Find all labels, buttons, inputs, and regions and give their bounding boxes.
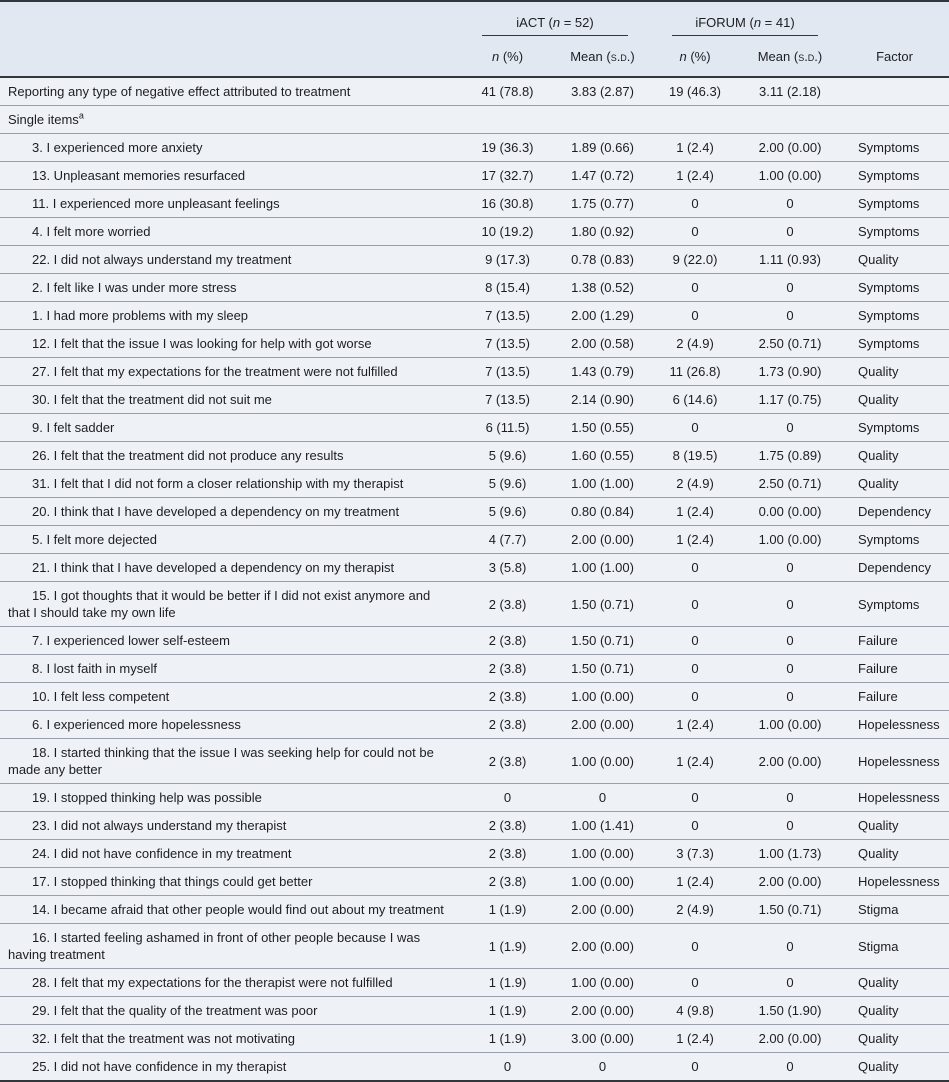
iforum-mean-cell: 0 <box>786 689 794 704</box>
iact-n-cell: 0 <box>503 1059 512 1074</box>
iact-n-cell: 1 (1.9) <box>488 902 527 917</box>
iforum-mean-cell: 1.75 (0.89) <box>758 448 822 463</box>
table-row <box>0 526 949 554</box>
iforum-n-cell: 4 (9.8) <box>676 1003 714 1018</box>
iact-mean-cell: 1.38 (0.52) <box>571 280 634 295</box>
iforum-mean-cell: 0 <box>786 661 794 676</box>
iforum-n-cell: 2 (4.9) <box>676 476 714 491</box>
factor-cell: Stigma <box>858 902 899 917</box>
table-row <box>0 358 949 386</box>
factor-cell <box>840 78 949 105</box>
iact-mean-cell: 2.00 (0.00) <box>571 938 634 954</box>
iact-mean-cell: 0.80 (0.84) <box>571 504 634 519</box>
group-header-row <box>0 2 949 36</box>
item-label: 16. I started feeling ashamed in front of other people because I was having treatment <box>8 930 421 962</box>
iforum-n-cell: 1 (2.4) <box>676 753 714 769</box>
iforum-mean-cell: 1.00 (0.00) <box>758 168 822 183</box>
table-row <box>0 924 949 969</box>
table-row <box>0 302 949 330</box>
iforum-n-cell: 11 (26.8) <box>669 364 721 379</box>
table-row <box>0 218 949 246</box>
iact-n-cell: 19 (36.3) <box>481 140 534 155</box>
iforum-mean-cell: 1.73 (0.90) <box>758 364 822 379</box>
item-label: 24. I did not have confidence in my treatment <box>32 846 292 861</box>
item-label: 21. I think that I have developed a dependency on my therapist <box>32 560 395 575</box>
iforum-mean-cell: 1.50 (1.90) <box>758 1003 822 1018</box>
group-header-iact <box>460 2 650 36</box>
factor-cell: Symptoms <box>858 420 920 435</box>
iforum-n-cell: 0 <box>691 224 699 239</box>
iforum-n-cell: 0 <box>691 420 699 435</box>
table-row <box>0 414 949 442</box>
iforum-mean-cell: 2.00 (0.00) <box>758 1031 822 1046</box>
iact-n-cell: 1 (1.9) <box>488 975 527 990</box>
item-label: 22. I did not always understand my treatment <box>32 252 292 267</box>
table-row <box>0 997 949 1025</box>
iact-mean-cell: 1.60 (0.55) <box>571 448 634 463</box>
sub-header-row <box>0 36 949 76</box>
iforum-n-cell: 0 <box>691 1059 699 1074</box>
footnote-marker: a <box>78 110 84 121</box>
factor-cell: Hopelessness <box>858 874 940 889</box>
iact-n-cell: 5 (9.6) <box>488 476 527 491</box>
iact-n-cell: 9 (17.3) <box>485 252 530 267</box>
item-label: 12. I felt that the issue I was looking for help with got worse <box>32 336 372 351</box>
table-row <box>0 868 949 896</box>
factor-cell: Symptoms <box>858 308 920 323</box>
table-row <box>0 498 949 526</box>
iact-n-cell: 8 (15.4) <box>485 280 530 295</box>
section-label: Single items$^a$ <box>8 110 84 127</box>
item-label: 14. I became afraid that other people would find out about my treatment <box>32 902 444 917</box>
iforum-mean-cell: 1.00 (0.00) <box>758 532 822 547</box>
item-label: 1. I had more problems with my sleep <box>32 308 249 323</box>
iact-mean-cell: 1.89 (0.66) <box>571 140 634 155</box>
item-label: 3. I experienced more anxiety <box>32 140 203 155</box>
iact-n-cell: 3 (5.8) <box>488 560 527 575</box>
iact-n-cell: 10 (19.2) <box>481 224 534 239</box>
iact-n-cell: 7 (13.5) <box>485 308 530 323</box>
iforum-n-cell: 0 <box>691 689 699 704</box>
iact-mean-cell: 1.50 (0.71) <box>571 596 634 612</box>
table-row <box>0 190 949 218</box>
iact-mean-cell: 0 <box>598 1059 607 1074</box>
factor-cell: Symptoms <box>858 280 920 295</box>
item-label: 28. I felt that my expectations for the therapist were not fulfilled <box>32 975 393 990</box>
item-label: 18. I started thinking that the issue I was seeking help for could not be made any better <box>8 745 434 777</box>
iact-n-cell: 5 (9.6) <box>488 504 527 519</box>
iforum-mean-cell: 1.17 (0.75) <box>758 392 822 407</box>
factor-cell: Hopelessness <box>858 753 940 769</box>
iact-mean-cell: 1.50 (0.55) <box>571 420 634 435</box>
iforum-mean-cell: 0 <box>786 790 794 805</box>
iact-mean-cell: 2.14 (0.90) <box>571 392 634 407</box>
table-row <box>0 386 949 414</box>
iact-n-cell: 41 (78.8) <box>481 84 534 99</box>
group-header-iact-label: iACT (n = 52) <box>516 14 594 30</box>
factor-cell: Hopelessness <box>858 717 940 732</box>
factor-cell: Failure <box>858 661 898 676</box>
section-row <box>0 106 949 134</box>
iact-mean-cell: 1.50 (0.71) <box>571 661 634 676</box>
item-column-spacer <box>0 2 460 36</box>
iforum-n-cell: 1 (2.4) <box>676 717 714 732</box>
iact-n-cell: 2 (3.8) <box>488 717 527 732</box>
iforum-mean-cell: 2.50 (0.71) <box>758 336 822 351</box>
factor-cell: Symptoms <box>858 168 920 183</box>
factor-column-spacer <box>840 2 949 36</box>
item-label: 27. I felt that my expectations for the treatment were not fulfilled <box>32 364 398 379</box>
group-header-iforum <box>650 2 840 36</box>
iforum-mean-cell: 0 <box>786 308 794 323</box>
iact-n-cell: 2 (3.8) <box>488 846 527 861</box>
iforum-n-cell: 0 <box>691 818 699 833</box>
table-row <box>0 330 949 358</box>
iforum-n-cell: 0 <box>691 280 699 295</box>
iforum-n-cell: 0 <box>691 975 699 990</box>
item-label: 31. I felt that I did not form a closer relationship with my therapist <box>32 476 404 491</box>
table-row <box>0 1053 949 1080</box>
col-header-iforum-mean: Mean (s.d.) <box>757 48 823 64</box>
factor-cell: Quality <box>858 818 899 833</box>
iforum-n-cell: 1 (2.4) <box>676 168 714 183</box>
table-row <box>0 162 949 190</box>
iact-mean-cell: 2.00 (0.58) <box>571 336 634 351</box>
iact-mean-cell: 2.00 (0.00) <box>571 717 634 732</box>
iact-n-cell: 5 (9.6) <box>488 448 527 463</box>
table-row <box>0 627 949 655</box>
factor-cell: Quality <box>858 252 899 267</box>
iact-mean-cell: 2.00 (0.00) <box>571 1003 634 1018</box>
iact-mean-cell: 2.00 (0.00) <box>571 532 634 547</box>
col-header-iforum-n: n (%) <box>679 48 711 64</box>
factor-cell: Quality <box>858 975 899 990</box>
iact-n-cell: 7 (13.5) <box>485 336 530 351</box>
table-row <box>0 683 949 711</box>
iact-n-cell: 7 (13.5) <box>485 364 530 379</box>
iact-n-cell: 17 (32.7) <box>481 168 534 183</box>
table-body <box>0 78 949 1080</box>
item-label: 20. I think that I have developed a dependency on my treatment <box>32 504 400 519</box>
iact-n-cell: 2 (3.8) <box>488 689 527 704</box>
iforum-n-cell: 0 <box>691 790 699 805</box>
iforum-mean-cell: 0.00 (0.00) <box>758 504 822 519</box>
iforum-n-cell: 2 (4.9) <box>676 336 714 351</box>
iforum-mean-cell: 0 <box>786 560 794 575</box>
table-row <box>0 78 949 106</box>
col-header-iact-n: n (%) <box>491 48 524 64</box>
iact-mean-cell: 1.50 (0.71) <box>571 633 634 648</box>
iforum-n-cell: 0 <box>691 661 699 676</box>
iact-mean-cell: 1.43 (0.79) <box>571 364 634 379</box>
iact-n-cell: 1 (1.9) <box>488 1031 527 1046</box>
item-label: 17. I stopped thinking that things could get better <box>32 874 313 889</box>
iforum-n-cell: 1 (2.4) <box>676 140 714 155</box>
table-row <box>0 969 949 997</box>
item-label: 15. I got thoughts that it would be better if I did not exist anymore and that I should take my own life <box>8 588 431 620</box>
iforum-mean-cell: 0 <box>786 975 794 990</box>
iact-mean-cell: 3.83 (2.87) <box>571 84 634 99</box>
iforum-n-cell: 9 (22.0) <box>672 252 718 267</box>
iact-mean-cell: 3.00 (0.00) <box>571 1031 634 1046</box>
factor-cell: Failure <box>858 689 898 704</box>
table-row <box>0 582 949 627</box>
factor-cell: Dependency <box>858 504 931 519</box>
iforum-mean-cell: 2.00 (0.00) <box>758 140 822 155</box>
item-label: 19. I stopped thinking help was possible <box>32 790 262 805</box>
iforum-n-cell: 19 (46.3) <box>668 84 722 99</box>
item-subheader-spacer <box>0 36 460 76</box>
iact-mean-cell: 1.47 (0.72) <box>571 168 634 183</box>
table-row <box>0 655 949 683</box>
item-label: 9. I felt sadder <box>32 420 115 435</box>
col-header-iact-mean: Mean (s.d.) <box>570 48 635 64</box>
iforum-mean-cell: 1.11 (0.93) <box>759 252 821 267</box>
iact-n-cell: 2 (3.8) <box>488 661 527 676</box>
factor-cell: Dependency <box>858 560 931 575</box>
iforum-n-cell: 1 (2.4) <box>676 1031 714 1046</box>
iforum-mean-cell: 0 <box>786 420 794 435</box>
iforum-mean-cell: 0 <box>786 196 794 211</box>
factor-cell: Symptoms <box>858 336 920 351</box>
item-label: 2. I felt like I was under more stress <box>32 280 237 295</box>
table-row <box>0 134 949 162</box>
item-label: 25. I did not have confidence in my therapist <box>32 1059 287 1074</box>
iact-n-cell: 4 (7.7) <box>488 532 527 547</box>
iforum-mean-cell: 0 <box>786 224 794 239</box>
group-header-iforum-label: iFORUM (n = 41) <box>695 14 795 30</box>
iact-n-cell: 2 (3.8) <box>488 874 527 889</box>
iact-n-cell: 1 (1.9) <box>488 1003 527 1018</box>
item-label: Reporting any type of negative effect attributed to treatment <box>8 84 351 99</box>
item-label: 29. I felt that the quality of the treatment was poor <box>32 1003 318 1018</box>
iact-mean-cell: 1.00 (0.00) <box>571 975 634 990</box>
iforum-n-cell: 1 (2.4) <box>676 532 714 547</box>
iact-mean-cell: 1.00 (1.41) <box>571 818 634 833</box>
iforum-n-cell: 0 <box>691 308 699 323</box>
iact-mean-cell: 2.00 (1.29) <box>571 308 634 323</box>
item-label: 4. I felt more worried <box>32 224 151 239</box>
item-label: 32. I felt that the treatment was not motivating <box>32 1031 296 1046</box>
factor-cell: Quality <box>858 1059 899 1074</box>
iforum-n-cell: 3 (7.3) <box>676 846 714 861</box>
item-label: 8. I lost faith in myself <box>32 661 157 676</box>
iact-mean-cell: 1.00 (0.00) <box>571 753 634 769</box>
iact-n-cell: 2 (3.8) <box>488 818 527 833</box>
iforum-mean-cell: 0 <box>786 280 794 295</box>
item-label: 10. I felt less competent <box>32 689 170 704</box>
item-label: 23. I did not always understand my therapist <box>32 818 287 833</box>
iact-n-cell: 1 (1.9) <box>488 938 527 954</box>
col-header-factor: Factor <box>876 48 913 64</box>
iforum-mean-cell: 1.00 (1.73) <box>758 846 822 861</box>
iforum-mean-cell: 0 <box>786 1059 794 1074</box>
table-row <box>0 784 949 812</box>
iforum-mean-cell: 0 <box>786 633 794 648</box>
iforum-n-cell: 0 <box>691 596 699 612</box>
iforum-mean-cell: 2.50 (0.71) <box>758 476 822 491</box>
item-label: 13. Unpleasant memories resurfaced <box>32 168 246 183</box>
iforum-mean-cell: 2.00 (0.00) <box>758 874 822 889</box>
iforum-n-cell: 1 (2.4) <box>676 504 714 519</box>
iact-mean-cell: 1.00 (1.00) <box>571 476 634 491</box>
iforum-mean-cell: 1.50 (0.71) <box>758 902 822 917</box>
factor-cell: Symptoms <box>858 532 920 547</box>
factor-cell: Stigma <box>858 938 899 954</box>
iforum-n-cell: 1 (2.4) <box>676 874 714 889</box>
iforum-n-cell: 0 <box>691 196 699 211</box>
factor-cell: Failure <box>858 633 898 648</box>
iforum-n-cell: 0 <box>691 633 699 648</box>
item-label: 6. I experienced more hopelessness <box>32 717 241 732</box>
factor-cell: Quality <box>858 392 899 407</box>
iforum-mean-cell: 0 <box>786 596 794 612</box>
table-row <box>0 554 949 582</box>
iact-mean-cell: 1.00 (0.00) <box>571 846 634 861</box>
table-row <box>0 442 949 470</box>
iact-n-cell: 2 (3.8) <box>488 753 527 769</box>
factor-cell: Quality <box>858 846 899 861</box>
table-row <box>0 711 949 739</box>
table-row <box>0 739 949 784</box>
item-label: 11. I experienced more unpleasant feelings <box>32 196 280 211</box>
table-header <box>0 2 949 78</box>
table-row <box>0 812 949 840</box>
factor-cell: Symptoms <box>858 140 920 155</box>
factor-cell: Quality <box>858 1003 899 1018</box>
iforum-mean-cell: 2.00 (0.00) <box>758 753 822 769</box>
iforum-mean-cell: 0 <box>786 818 794 833</box>
factor-cell: Symptoms <box>858 596 920 612</box>
iact-n-cell: 16 (30.8) <box>481 196 534 211</box>
iact-n-cell: 2 (3.8) <box>488 596 527 612</box>
factor-cell: Quality <box>858 448 899 463</box>
factor-cell: Quality <box>858 1031 899 1046</box>
iact-n-cell: 2 (3.8) <box>488 633 527 648</box>
item-label: 7. I experienced lower self-esteem <box>32 633 230 648</box>
iact-mean-cell: 1.80 (0.92) <box>571 224 634 239</box>
table-row <box>0 896 949 924</box>
factor-cell: Symptoms <box>858 224 920 239</box>
iforum-mean-cell: 0 <box>786 938 794 954</box>
iact-mean-cell: 1.00 (0.00) <box>571 874 634 889</box>
iforum-n-cell: 0 <box>691 560 699 575</box>
factor-cell: Hopelessness <box>858 790 940 805</box>
iact-mean-cell: 2.00 (0.00) <box>571 902 634 917</box>
table-row <box>0 1025 949 1053</box>
iforum-n-cell: 2 (4.9) <box>676 902 714 917</box>
iact-n-cell: 6 (11.5) <box>485 420 530 435</box>
iforum-n-cell: 8 (19.5) <box>672 448 718 463</box>
table-row <box>0 470 949 498</box>
table-row <box>0 246 949 274</box>
iact-mean-cell: 1.00 (0.00) <box>571 689 634 704</box>
iforum-n-cell: 6 (14.6) <box>672 392 718 407</box>
table-row <box>0 274 949 302</box>
factor-cell: Symptoms <box>858 196 920 211</box>
iact-mean-cell: 0.78 (0.83) <box>571 252 634 267</box>
iact-mean-cell: 1.75 (0.77) <box>571 196 634 211</box>
iact-n-cell: 7 (13.5) <box>485 392 530 407</box>
factor-cell: Quality <box>858 476 899 491</box>
factor-cell: Quality <box>858 364 899 379</box>
iact-n-cell: 0 <box>503 790 512 805</box>
item-label: 26. I felt that the treatment did not produce any results <box>32 448 344 463</box>
table-row <box>0 840 949 868</box>
iforum-mean-cell: 3.11 (2.18) <box>759 84 821 99</box>
iforum-mean-cell: 1.00 (0.00) <box>758 717 822 732</box>
iact-mean-cell: 0 <box>598 790 607 805</box>
iact-mean-cell: 1.00 (1.00) <box>571 560 634 575</box>
item-label: 30. I felt that the treatment did not suit me <box>32 392 272 407</box>
item-label: 5. I felt more dejected <box>32 532 158 547</box>
iforum-n-cell: 0 <box>691 938 699 954</box>
